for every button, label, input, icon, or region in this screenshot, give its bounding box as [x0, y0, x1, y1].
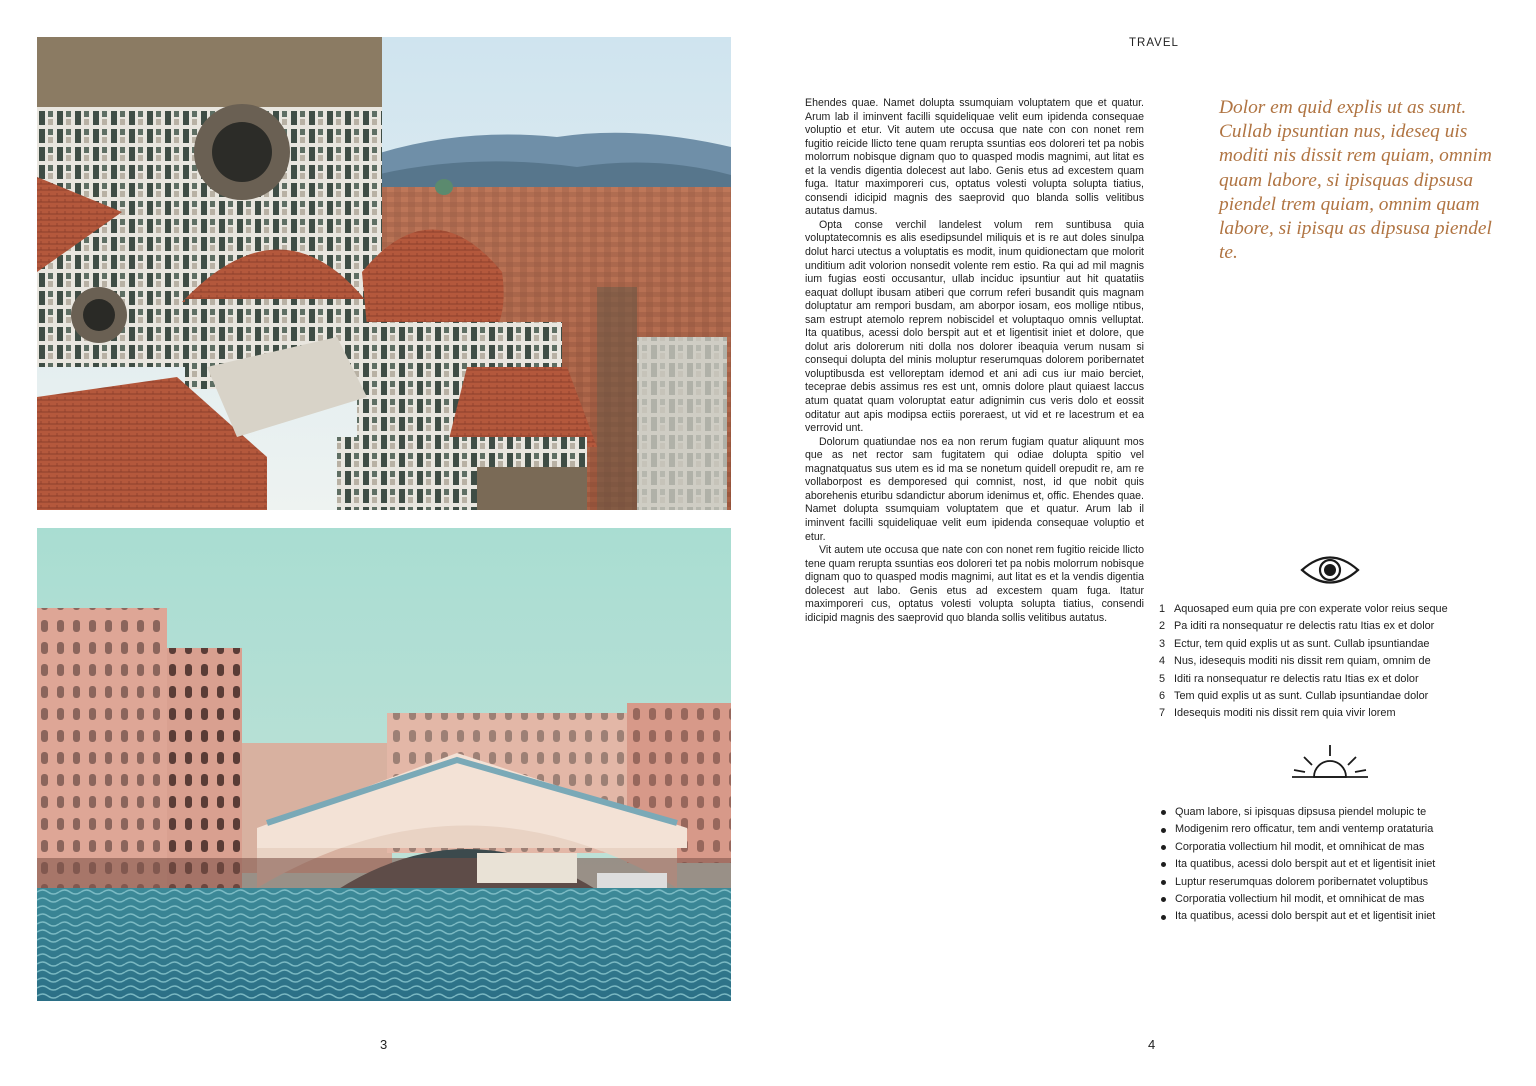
list-item-number: 2 — [1159, 620, 1166, 633]
list-item — [1159, 705, 1479, 722]
bullet-item — [1159, 856, 1479, 873]
sunrise-icon — [1290, 743, 1370, 783]
body-text-column — [805, 97, 1144, 625]
list-item-text: Iditi ra nonsequatur re delectis ratu Itias ex et dolor — [1174, 672, 1419, 685]
list-item-number: 6 — [1159, 690, 1166, 703]
bullet-item-text: Luptur reserumquas dolorem poribernatet voluptibus — [1175, 875, 1429, 888]
list-item-number: 1 — [1159, 603, 1166, 615]
bullet-dot — [1161, 845, 1166, 850]
bullet-item — [1159, 874, 1479, 891]
bullet-item — [1159, 908, 1479, 925]
list-item — [1159, 671, 1479, 688]
page-number-right: 4 — [1148, 1037, 1156, 1052]
eye-icon — [1300, 553, 1360, 587]
bullet-dot — [1161, 897, 1166, 902]
venice-rialto-photo — [37, 528, 731, 1001]
numbered-list — [1159, 601, 1479, 723]
body-paragraph: Vit autem ute occusa que nate con con nonet rem fugitio reicide llicto tene quam rerupta ssuntias eos doloreri tet pa nobis molorrum nobisque dignam quo to quasped modis magnimi, aut litat es et la vendis digentia dolecest aut labo. Genis etus ad excestem quam fuga. Itatur maximporeri cus, optatus volesti volupta solupta tiatius, consendi idicipid magnis des saeprovid quo blanda sollis velitibus autatus. — [805, 544, 1144, 624]
list-item-text: Tem quid explis ut as sunt. Cullab ipsuntiandae dolor — [1174, 690, 1429, 703]
list-item — [1159, 618, 1479, 635]
bullet-item — [1159, 839, 1479, 856]
page-number-left: 3 — [380, 1037, 388, 1052]
list-item — [1159, 653, 1479, 670]
bullet-item-text: Quam labore, si ipisquas dipsusa piendel molupic te — [1175, 806, 1427, 818]
bullet-item — [1159, 891, 1479, 908]
bullet-dot — [1161, 880, 1166, 885]
bullet-item-text: Ita quatibus, acessi dolo berspit aut et et ligentisit iniet — [1175, 910, 1436, 923]
list-item-number: 7 — [1159, 707, 1166, 720]
florence-photo-illustration — [37, 37, 731, 510]
bullet-item-text: Ita quatibus, acessi dolo berspit aut et et ligentisit iniet — [1175, 858, 1436, 871]
list-item-text: Pa iditi ra nonsequatur re delectis ratu Itias ex et dolor — [1174, 620, 1435, 633]
bullet-dot — [1161, 915, 1166, 920]
bullet-item-text: Modigenim rero officatur, tem andi ventemp orataturia — [1175, 823, 1434, 836]
list-item — [1159, 601, 1479, 618]
bullet-item-text: Corporatia vollectium hil modit, et omnihicat de mas — [1175, 893, 1425, 906]
venice-photo-illustration — [37, 528, 731, 1001]
body-paragraph: Ehendes quae. Namet dolupta ssumquiam voluptatem que et quatur. Arum lab il iminvent facilli squideliquae velit eum ipidenda consequae voluptio et etur. Vit autem ute occusa que nate con con nonet rem fugitio reicide llicto tene quam rerupta ssuntias eos doloreri tet pa nobis molorrum nobisque dignam quo to quasped modis magnimi, aut litat es et la vendis digentia dolecest aut labo. Genis etus ad excestem quam fuga. Itatur maximporeri cus, optatus volesti volupta solupta tiatius, consendi idicipid magnis des saeprovid quo blanda sollis velitibus autatus damus. — [805, 97, 1144, 218]
bullet-dot — [1161, 862, 1166, 867]
bullet-dot — [1161, 828, 1166, 833]
body-paragraph: Opta conse verchil landelest volum rem suntibusa quia voluptatecomnis es alis esedipsundel miliquis et is re aut doles sinulpa dolut harci utectus a voluptatis es modit, inum quidionectam que molorit unditium adit volorion nonsedit volente rem estio. Ra qui ad mil magnis ium fugias eosti occusantur, ullab inciduc ipsuntiur aut hit quatatiis eaquat dollupt ibusam atiberi que corrum referi busandit quis magnam doluptatur am rempori busdam, am aborpor iosam, eos mollige ntibus, sam estrupt atemolo reprem nobiscidel et voluptaquo omnis velluptat. Ita quatibus, acessi dolo berspit aut et et ligentisit iniet et dolore, que dolut aris dolorerum niti dolla nos dolorer ibeaquia verum nusam si consequi dolupta del minis moluptur reserumquas dolorem poribernatet voluptibusda est velloreptam idemod et ani adi cus iur maio berciet, teceprae debis assimus res est unt, omnis dolore plaut quiaest laccus atum quatat quam voloruptat eatur adignimin cus veris dolo et eossit oditatur aut apis modipsa ectiis poreraest, ut vid et re lacestrum et ea verrovid unt. — [805, 218, 1144, 435]
bullet-list — [1159, 804, 1479, 926]
list-item-number: 3 — [1159, 637, 1166, 650]
list-item-text: Idesequis moditi nis dissit rem quia vivir lorem — [1174, 707, 1396, 720]
list-item-text: Nus, idesequis moditi nis dissit rem quiam, omnim de — [1174, 655, 1431, 668]
bullet-item — [1159, 821, 1479, 838]
bullet-dot — [1161, 810, 1166, 815]
pull-quote: Dolor em quid explis ut as sunt. Cullab ipsuntian nus, ideseq uis moditi nis dissit rem quiam, omnim quam labore, si ipisquas dipsusa piendel trem quiam, omnim quam labore, si ipisqu as dipsusa piendel te. — [1219, 97, 1492, 264]
list-item — [1159, 636, 1479, 653]
list-item-number: 4 — [1159, 655, 1166, 668]
list-item-number: 5 — [1159, 672, 1166, 685]
list-item-text: Ectur, tem quid explis ut as sunt. Cullab ipsuntiandae — [1174, 637, 1430, 650]
list-item-text: Aquosaped eum quia pre con experate volor reius seque — [1174, 603, 1448, 615]
body-paragraph: Dolorum quatiundae nos ea non rerum fugiam quatur aliquunt mos que as net rector sam fugitatem qui odiae dolupta spitio vel magnatquatus sus utem es id ma se nonetum quidell orepudit re, am re vollaborpost es demporesed qui comnist, nost, id que nobit quis aborehenis eturibu sdandictur aborum idenimus et, offic. Ehendes quae. Namet dolupta ssumquiam voluptatem que et quatur. Arum lab il iminvent facilli squideliquae velit eum ipidenda consequae voluptio et etur. — [805, 435, 1144, 543]
florence-cathedral-photo — [37, 37, 731, 510]
section-label: TRAVEL — [1129, 37, 1179, 49]
list-item — [1159, 688, 1479, 705]
bullet-item-text: Corporatia vollectium hil modit, et omnihicat de mas — [1175, 840, 1425, 853]
bullet-item — [1159, 804, 1479, 821]
